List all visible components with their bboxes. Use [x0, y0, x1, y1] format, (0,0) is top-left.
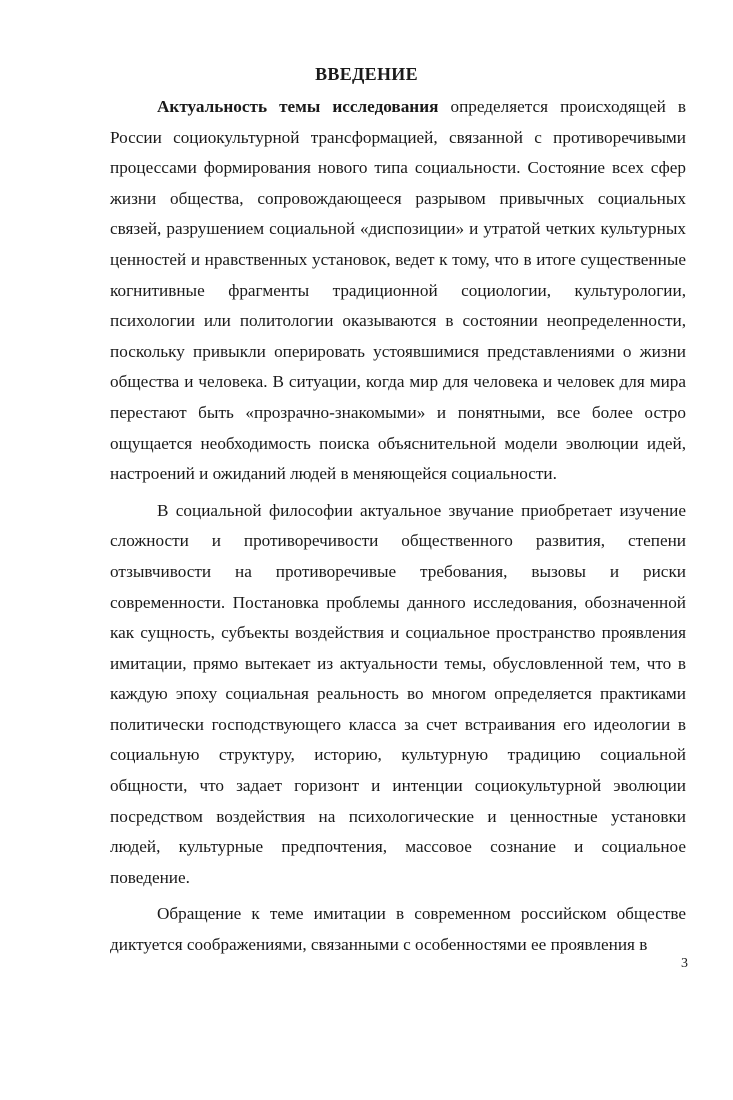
paragraph-social-philosophy [110, 496, 686, 894]
paragraph-relevance [110, 92, 686, 490]
paragraph-text: определяется происходящей в России социокультурной трансформацией, связанной с противоречивыми процессами формирования нового типа социальности. Состояние всех сфер жизни общества, сопровождающееся разрывом привычных социальных связей, разрушением социальной «диспозиции» и утратой четких культурных ценностей и нравственных установок, ведет к тому, что в итоге существенные когнитивные фрагменты традиционной социологии, культурологии, психологии или политологии оказываются в состоянии неопределенности, поскольку привыкли оперировать устоявшимися представлениями о жизни общества и человека. В ситуации, когда мир для человека и человек для мира перестают быть «прозрачно-знакомыми» и понятными, все более остро ощущается необходимость поиска объяснительной модели эволюции идей, настроений и ожиданий людей в меняющейся социальности. [110, 97, 686, 484]
paragraph-imitation-theme [110, 899, 686, 960]
document-body [110, 92, 686, 961]
page-number: 3 [681, 956, 688, 971]
paragraph-text: В социальной философии актуальное звучание приобретает изучение сложности и противоречивости общественного развития, степени отзывчивости на противоречивые требования, вызовы и риски современности. Постановка проблемы данного исследования, обозначенной как сущность, субъекты воздействия и социальное пространство проявления имитации, прямо вытекает из актуальности темы, обусловленной тем, что в каждую эпоху социальная реальность во многом определяется практиками политически господствующего класса за счет встраивания его идеологии в социальную структуру, историю, культурную традицию социальной общности, что задает горизонт и интенции социокультурной эволюции посредством воздействия на психологические и ценностные установки людей, культурные предпочтения, массовое сознание и социальное поведение. [110, 500, 686, 887]
page-title: ВВЕДЕНИЕ [315, 64, 418, 84]
paragraph-text: Обращение к теме имитации в современном российском обществе диктуется соображениями, связанными с особенностями ее проявления в [110, 904, 686, 955]
paragraph-lead: Актуальность темы исследования [157, 97, 439, 116]
